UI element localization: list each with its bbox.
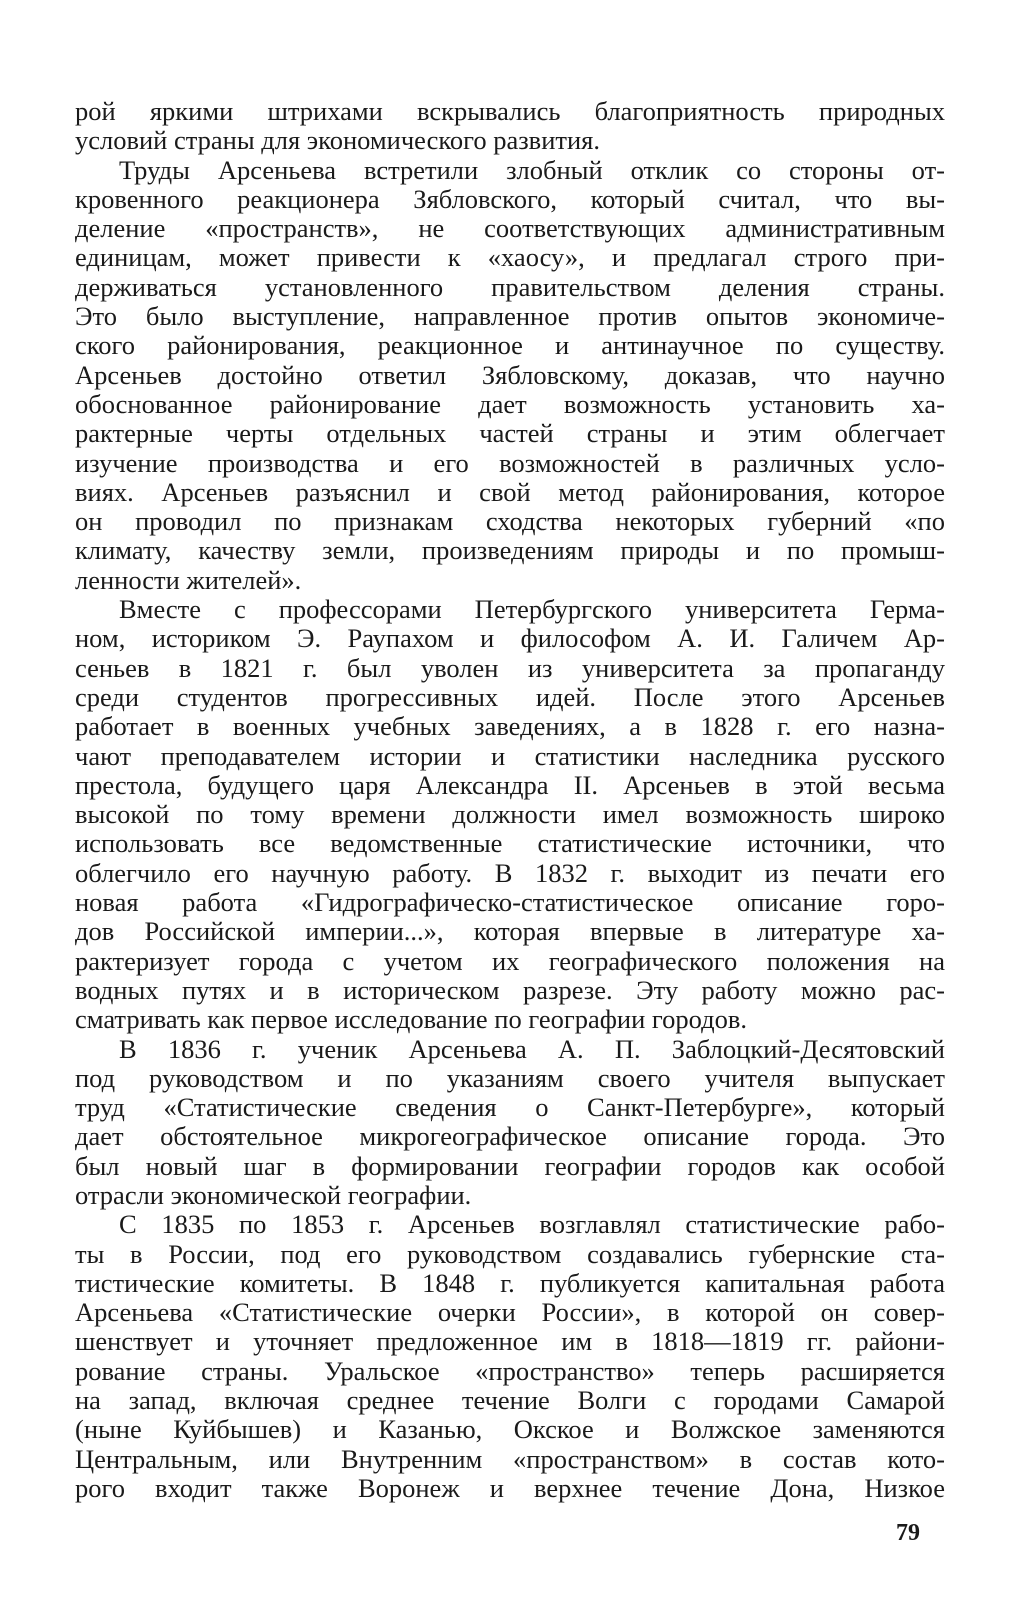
text-line: изучение производства и его возможностей в различных усло- [75,447,945,478]
book-page-text [75,97,945,1503]
text-line: он проводил по признакам сходства некоторых губерний «по [75,506,945,537]
text-line: был новый шаг в формировании географии городов как особой [75,1150,945,1181]
text-line: шенствует и уточняет предложенное им в 1818—1819 гг. райони- [75,1326,945,1357]
text-line: виях. Арсеньев разъяснил и свой метод районирования, которое [75,476,945,507]
text-line: сеньев в 1821 г. был уволен из университета за пропаганду [75,652,945,683]
text-line: ты в России, под его руководством создавались губернские ста- [75,1238,945,1269]
text-line: В 1836 г. ученик Арсеньева А. П. Заблоцкий-Десятовский [119,1033,945,1064]
text-line: отрасли экономической географии. [75,1179,472,1210]
text-line: С 1835 по 1853 г. Арсеньев возглавлял статистические рабо- [119,1209,945,1240]
paragraph [75,97,945,156]
text-line: рого входит также Воронеж и верхнее течение Дона, Низкое [75,1472,945,1503]
text-line: тистические комитеты. В 1848 г. публикуется капитальная работа [75,1267,945,1298]
text-line: среди студентов прогрессивных идей. После этого Арсеньев [75,681,945,712]
paragraph [75,1210,945,1503]
text-line: Это было выступление, направленное против опытов экономиче- [75,301,945,332]
text-line: Арсеньева «Статистические очерки России», в которой он совер- [75,1297,945,1328]
text-line: ского районирования, реакционное и антинаучное по существу. [75,330,945,361]
text-line: высокой по тому времени должности имел возможность широко [75,799,945,830]
paragraph [75,156,945,595]
text-line: ном, историком Э. Раупахом и философом А. И. Галичем Ар- [75,623,945,654]
paragraph [75,595,945,1034]
text-line: новая работа «Гидрографическо-статистическое описание горо- [75,887,945,918]
text-line: обоснованное районирование дает возможность установить ха- [75,388,945,419]
text-line: единицам, может привести к «хаосу», и предлагал строго при- [75,242,945,273]
text-line: труд «Статистические сведения о Санкт-Петербурге», который [75,1092,945,1123]
text-line: кровенного реакционера Зябловского, который считал, что вы- [75,183,945,214]
text-line: под руководством и по указаниям своего учителя выпускает [75,1062,945,1093]
text-line: работает в военных учебных заведениях, а в 1828 г. его назна- [75,711,945,742]
page-number: 79 [896,1520,920,1546]
text-line: дов Российской империи...», которая впервые в литературе ха- [75,916,945,947]
text-line: Вместе с профессорами Петербургского университета Герма- [119,594,945,625]
text-line: Труды Арсеньева встретили злобный отклик со стороны от- [119,154,945,185]
text-line: рой яркими штрихами вскрывались благоприятность природных [75,96,945,126]
text-line: климату, качеству земли, произведениям природы и по промыш- [75,535,945,566]
text-line: дает обстоятельное микрогеографическое описание города. Это [75,1121,945,1152]
text-line: Арсеньев достойно ответил Зябловскому, доказав, что научно [75,359,945,390]
text-line: использовать все ведомственные статистические источники, что [75,828,945,859]
text-line: рактерные черты отдельных частей страны и этим облегчает [75,418,945,449]
text-line: рактеризует города с учетом их географического положения на [75,945,945,976]
text-line: облегчило его научную работу. В 1832 г. выходит из печати его [75,857,945,888]
text-line: рование страны. Уральское «пространство» теперь расширяется [75,1355,945,1386]
text-line: Центральным, или Внутренним «пространством» в состав кото- [75,1443,945,1474]
text-line: ленности жителей». [75,564,302,595]
text-line: условий страны для экономического развития. [75,125,600,156]
text-line: чают преподавателем истории и статистики наследника русского [75,740,945,771]
paragraph [75,1035,945,1211]
text-line: (ныне Куйбышев) и Казанью, Окское и Волжское заменяются [75,1414,945,1445]
text-line: деление «пространств», не соответствующих административным [75,213,945,244]
text-line: водных путях и в историческом разрезе. Эту работу можно рас- [75,974,945,1005]
text-line: сматривать как первое исследование по географии городов. [75,1004,747,1035]
text-line: престола, будущего царя Александра II. Арсеньев в этой весьма [75,769,945,800]
text-line: на запад, включая среднее течение Волги с городами Самарой [75,1385,945,1416]
text-line: держиваться установленного правительством деления страны. [75,271,945,302]
